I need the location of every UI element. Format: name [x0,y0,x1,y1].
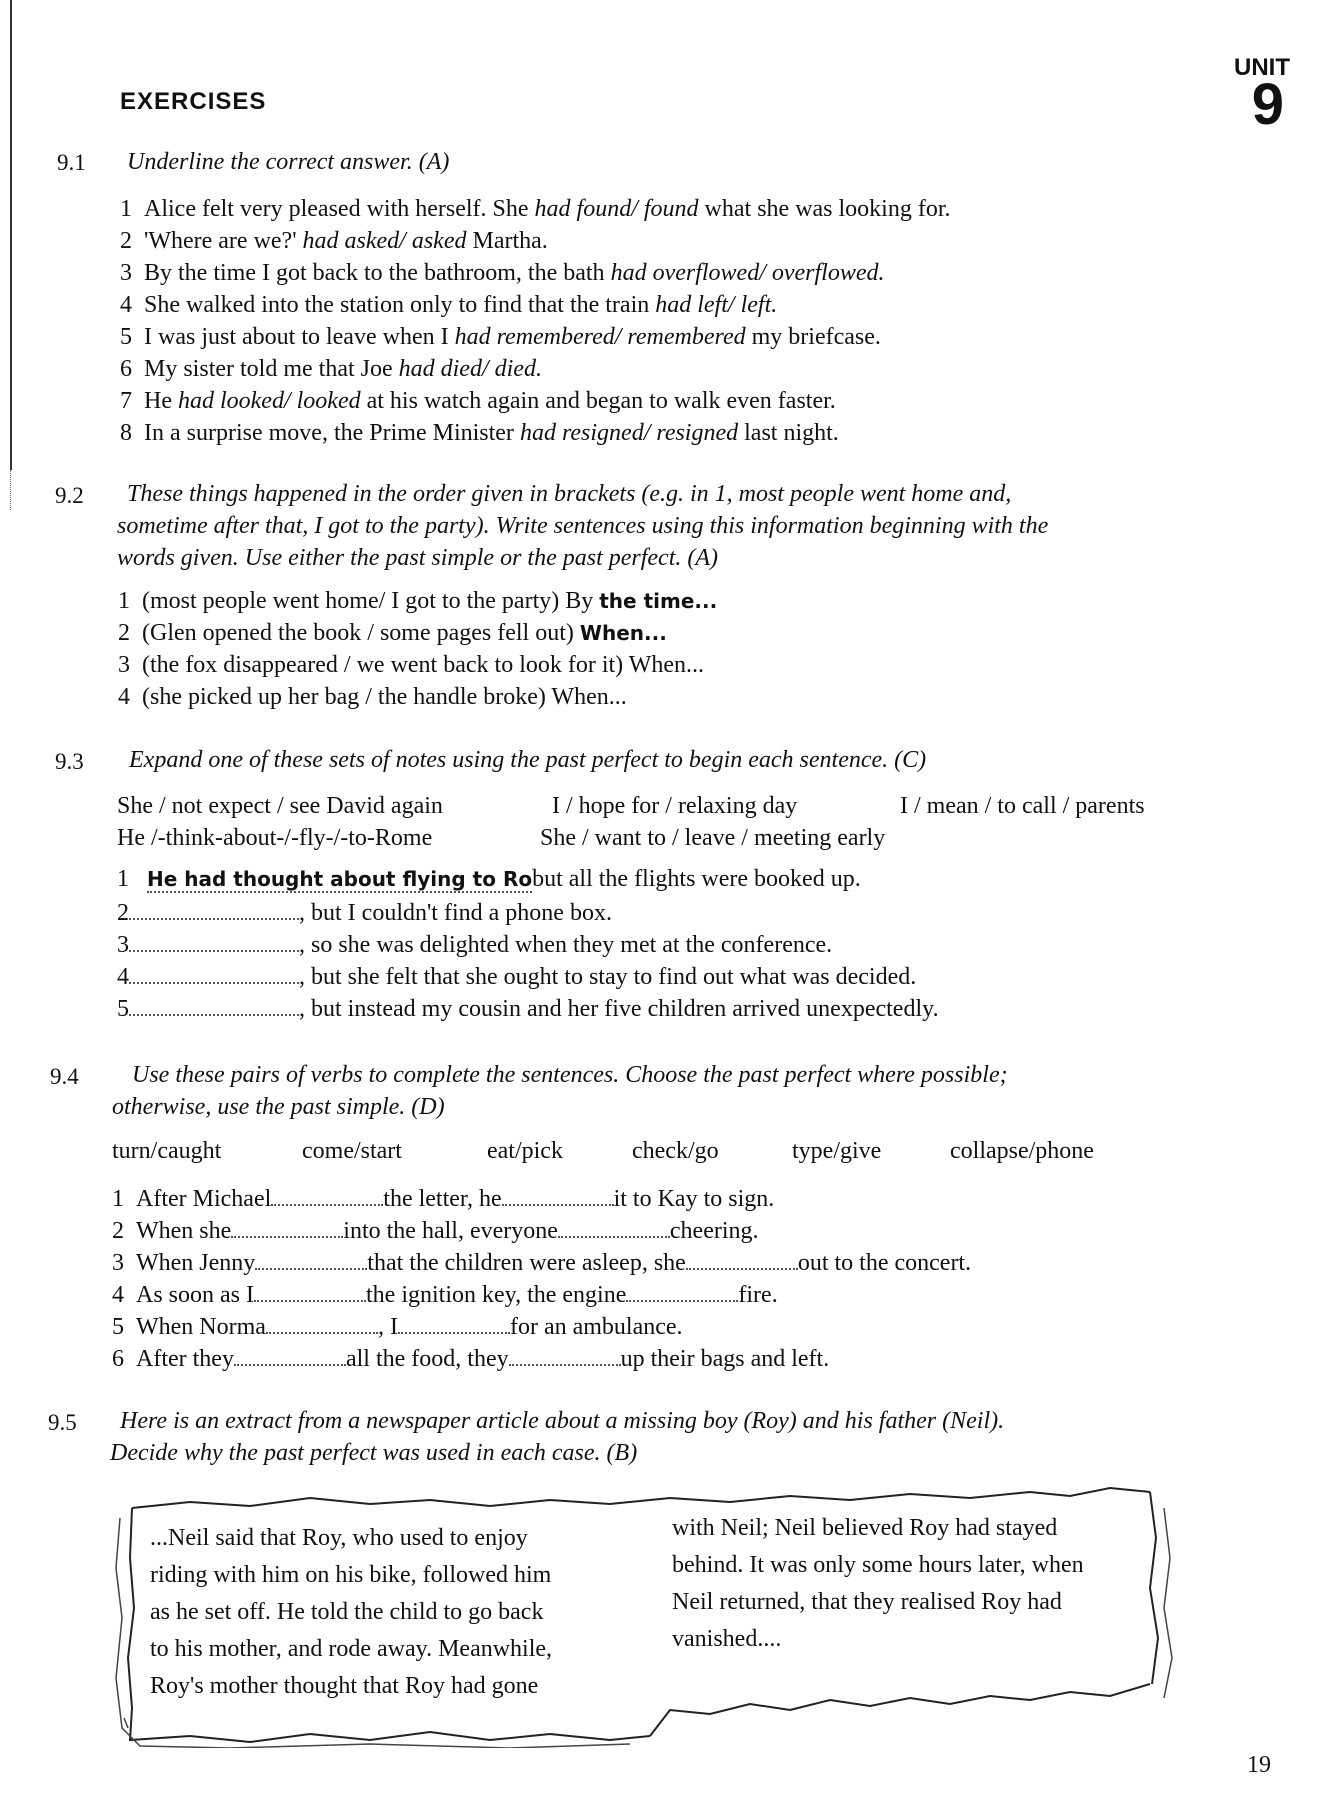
item-number: 1 [120,196,132,222]
item-text: all the food, they [345,1346,509,1372]
note-5: She / want to / leave / meeting early [540,825,886,851]
item-number: 1 [118,588,130,614]
exercise-9-3-item [117,964,916,991]
exercise-9-1-instruction: Underline the correct answer. (A) [127,149,450,175]
item-text: that the children were asleep, she [367,1250,686,1276]
item-text: , but she felt that she ought to stay to find out what was decided. [299,964,917,990]
item-text: Alice felt very pleased with herself. She [144,196,535,222]
item-text: 'Where are we?' [144,228,303,254]
item-number: 1 [117,866,129,892]
item-number: 2 [120,228,132,254]
item-text: the letter, he [383,1186,502,1212]
exercise-9-1-item [120,388,836,415]
article-right-line: with Neil; Neil believed Roy had stayed [672,1515,1058,1541]
item-text: When Jenny [136,1250,256,1276]
article-left-line: riding with him on his bike, followed him [150,1562,552,1588]
exercise-number-9-3: 9.3 [55,749,84,774]
exercise-9-2-item [118,652,704,679]
exercise-9-4-item [112,1218,759,1245]
unit-number: 9 [1251,72,1284,137]
item-number: 4 [117,964,129,990]
item-text: for an ambulance. [509,1314,683,1340]
article-left-line: ...Neil said that Roy, who used to enjoy [150,1525,528,1551]
item-number: 3 [118,652,130,678]
article-right-line: vanished.... [672,1626,782,1652]
item-text-end: at his watch again and began to walk even faster. [360,388,836,414]
answer-options[interactable]: had overflowed/ overflowed. [610,260,885,286]
answer-options[interactable]: had remembered/ remembered [454,324,746,350]
item-text: In a surprise move, the Prime Minister [144,420,520,446]
item-number: 4 [112,1282,124,1308]
answer-options[interactable]: had asked/ asked [302,228,467,254]
answer-blank[interactable] [686,1250,798,1270]
article-right-column [672,1510,1162,1658]
note-4-crossed: He /-think-about-/-fly-/-to-Rome [117,825,433,851]
exercise-9-4-instruction-line-2: otherwise, use the past simple. (D) [112,1094,445,1120]
item-number: 2 [118,620,130,646]
verb-pair: turn/caught [112,1138,222,1164]
exercise-number-9-5: 9.5 [48,1410,77,1435]
answer-blank[interactable] [509,1346,621,1366]
item-text: the ignition key, the engine [366,1282,627,1308]
answer-blank[interactable] [129,900,299,920]
answer-options[interactable]: had resigned/ resigned [519,420,739,446]
answer-blank[interactable] [129,964,299,984]
exercise-number-9-4: 9.4 [50,1064,79,1089]
item-number: 2 [117,900,129,926]
newspaper-extract [110,1478,1200,1748]
item-text: (the fox disappeared / we went back to look for it) When... [142,652,705,678]
answer-blank[interactable] [254,1282,366,1302]
article-left-line: Roy's mother thought that Roy had gone [150,1673,539,1699]
item-text: fire. [738,1282,778,1308]
note-3: I / mean / to call / parents [900,793,1145,819]
exercise-9-4-item [112,1346,829,1373]
item-text: , but I couldn't find a phone box. [299,900,612,926]
answer-blank[interactable] [266,1314,378,1334]
item-text: , but instead my cousin and her five children arrived unexpectedly. [299,996,939,1022]
answer-blank[interactable] [129,996,299,1016]
exercise-9-1-item [120,324,881,351]
item-text: (most people went home/ I got to the party) By [142,588,600,614]
exercise-9-4-item [112,1250,971,1277]
item-text: I was just about to leave when I [144,324,455,350]
item-text: When Norma [136,1314,266,1340]
margin-rule [10,0,12,470]
answer-options[interactable]: had left/ left. [655,292,778,318]
item-number: 6 [120,356,132,382]
exercise-9-3-item [117,866,861,893]
note-2: I / hope for / relaxing day [552,793,798,819]
item-text: , I [377,1314,398,1340]
item-text: After Michael [136,1186,272,1212]
answer-blank[interactable] [398,1314,510,1334]
exercise-9-2-instruction-line-2: sometime after that, I got to the party). Write sentences using this information beginning with the [117,513,1049,539]
exercises-heading: EXERCISES [120,88,267,115]
article-left-line: as he set off. He told the child to go back [150,1599,544,1625]
item-text: it to Kay to sign. [613,1186,775,1212]
exercise-9-1-item [120,228,548,255]
item-number: 7 [120,388,132,414]
item-text: He [144,388,178,414]
verb-pair: come/start [302,1138,402,1164]
exercise-9-1-item [120,420,839,447]
item-text-end: Martha. [466,228,548,254]
item-number: 8 [120,420,132,446]
unit-label: UNIT [1234,54,1290,81]
item-text: She walked into the station only to find that the train [144,292,656,318]
item-number: 5 [112,1314,124,1340]
exercise-9-4-instruction-line-1: Use these pairs of verbs to complete the sentences. Choose the past perfect where possible; [132,1062,1008,1088]
item-text: (she picked up her bag / the handle broke) When... [142,684,627,710]
item-text: As soon as I [136,1282,254,1308]
item-number: 3 [120,260,132,286]
verb-pair: eat/pick [487,1138,563,1164]
article-left-column [150,1520,650,1705]
item-number: 1 [112,1186,124,1212]
answer-blank[interactable] [558,1218,670,1238]
item-number: 6 [112,1346,124,1372]
item-text-end: last night. [738,420,839,446]
item-text: out to the concert. [797,1250,972,1276]
handwritten-answer: When... [579,621,667,645]
exercise-9-2-item [118,620,667,647]
exercise-9-2-item [118,684,627,711]
answer-blank[interactable] [626,1282,738,1302]
article-right-line: Neil returned, that they realised Roy had [672,1589,1062,1615]
item-number: 5 [120,324,132,350]
article-left-line: to his mother, and rode away. Meanwhile, [150,1636,553,1662]
exercise-9-4-item [112,1186,774,1213]
answer-blank[interactable] [231,1218,343,1238]
item-text: but all the flights were booked up. [532,866,861,892]
answer-blank[interactable] [234,1346,346,1366]
item-text: After they [136,1346,234,1372]
note-1: She / not expect / see David again [117,793,443,819]
answer-blank[interactable] [271,1186,383,1206]
item-number: 3 [112,1250,124,1276]
exercise-9-1-item [120,292,777,319]
exercise-9-1-item [120,260,885,287]
margin-dots [10,470,12,510]
page-number: 19 [1247,1752,1271,1778]
item-text-end: what she was looking for. [698,196,951,222]
answer-options[interactable]: had found/ found [534,196,699,222]
item-text: up their bags and left. [620,1346,830,1372]
exercise-9-5-instruction-line-1: Here is an extract from a newspaper article about a missing boy (Roy) and his father (Neil). [120,1408,1005,1434]
item-text: My sister told me that Joe [144,356,399,382]
answer-blank[interactable] [129,932,299,952]
verb-pair: check/go [632,1138,719,1164]
exercise-9-1-item [120,356,542,383]
exercise-number-9-2: 9.2 [55,483,84,508]
handwritten-answer: He had thought about flying to Ro [147,867,533,891]
item-number: 4 [118,684,130,710]
item-text: When she [136,1218,232,1244]
exercise-9-3-instruction: Expand one of these sets of notes using the past perfect to begin each sentence. (C) [129,747,927,773]
verb-pair: collapse/phone [950,1138,1094,1164]
exercise-9-2-instruction-line-3: words given. Use either the past simple or the past perfect. (A) [117,545,719,571]
item-text: By the time I got back to the bathroom, the bath [144,260,611,286]
answer-options[interactable]: had died/ died. [398,356,542,382]
exercise-9-3-item [117,932,832,959]
item-number: 2 [112,1218,124,1244]
item-text: (Glen opened the book / some pages fell out) [142,620,580,646]
exercise-9-3-item [117,996,939,1023]
item-number: 4 [120,292,132,318]
verb-pair: type/give [792,1138,882,1164]
answer-blank[interactable] [255,1250,367,1270]
answer-blank[interactable] [502,1186,614,1206]
item-number: 5 [117,996,129,1022]
exercise-number-9-1: 9.1 [57,150,86,175]
exercise-9-5-instruction-line-2: Decide why the past perfect was used in each case. (B) [110,1440,638,1466]
handwritten-answer: the time... [599,589,718,613]
item-text: cheering. [669,1218,759,1244]
article-right-line: behind. It was only some hours later, when [672,1552,1084,1578]
exercise-9-4-item [112,1314,683,1341]
exercise-9-4-item [112,1282,778,1309]
item-text: , so she was delighted when they met at the conference. [299,932,833,958]
exercise-9-2-instruction-line-1: These things happened in the order given in brackets (e.g. in 1, most people went home and, [127,481,1012,507]
exercise-9-1-item [120,196,951,223]
item-number: 3 [117,932,129,958]
item-text: into the hall, everyone [343,1218,558,1244]
item-text-end: my briefcase. [745,324,881,350]
exercise-9-2-item [118,588,717,615]
exercise-9-3-item [117,900,612,927]
answer-options[interactable]: had looked/ looked [177,388,361,414]
